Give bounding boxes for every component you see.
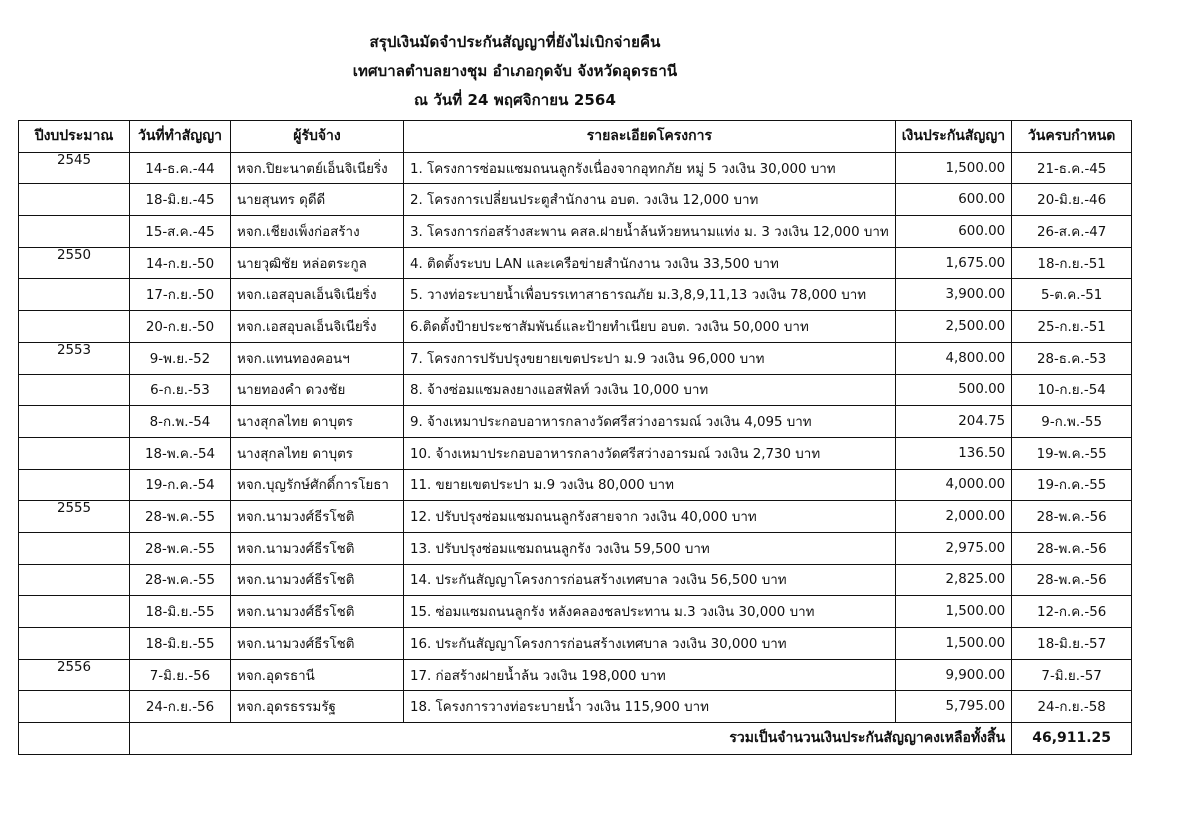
- year-cell: [19, 216, 130, 248]
- contractor-cell: นางสุกลไทย ดาบุตร: [231, 406, 404, 438]
- guarantee-amount-cell: 1,500.00: [895, 596, 1011, 628]
- project-detail-cell: 2. โครงการเปลี่ยนประตูสำนักงาน อบต. วงเงิน 12,000 บาท: [404, 184, 896, 216]
- contractor-cell: หจก.เอสอุบลเอ็นจิเนียริ่ง: [231, 279, 404, 311]
- due-date-cell: 28-พ.ค.-56: [1012, 532, 1132, 564]
- guarantee-amount-cell: 2,500.00: [895, 311, 1011, 343]
- contract-date-cell: 14-ธ.ค.-44: [130, 152, 231, 184]
- table-row: [19, 469, 1132, 501]
- contractor-cell: หจก.นามวงศ์ธีรโชติ: [231, 596, 404, 628]
- total-spacer-cell: [19, 723, 130, 755]
- contract-date-cell: 17-ก.ย.-50: [130, 279, 231, 311]
- project-detail-cell: 6.ติดตั้งป้ายประชาสัมพันธ์และป้ายทำเนียบ อบต. วงเงิน 50,000 บาท: [404, 311, 896, 343]
- guarantee-amount-cell: 1,500.00: [895, 628, 1011, 660]
- table-row: [19, 406, 1132, 438]
- column-header-project-detail: รายละเอียดโครงการ: [404, 121, 896, 153]
- table-row: [19, 374, 1132, 406]
- guarantee-amount-cell: 2,975.00: [895, 532, 1011, 564]
- table-row: [19, 184, 1132, 216]
- table-row: [19, 564, 1132, 596]
- project-detail-cell: 5. วางท่อระบายน้ำเพื่อบรรเทาสาธารณภัย ม.3,8,9,11,13 วงเงิน 78,000 บาท: [404, 279, 896, 311]
- total-label: รวมเป็นจำนวนเงินประกันสัญญาคงเหลือทั้งสิ้น: [130, 723, 1012, 755]
- title-line-1: สรุปเงินมัดจำประกันสัญญาที่ยังไม่เบิกจ่ายคืน: [369, 33, 661, 51]
- contract-date-cell: 14-ก.ย.-50: [130, 247, 231, 279]
- column-header-contract-date: วันที่ทำสัญญา: [130, 121, 231, 153]
- project-detail-cell: 12. ปรับปรุงซ่อมแซมถนนลูกรังสายจาก วงเงิน 40,000 บาท: [404, 501, 896, 533]
- table-row: [19, 659, 1132, 691]
- table-row: [19, 342, 1132, 374]
- contract-date-cell: 28-พ.ค.-55: [130, 564, 231, 596]
- contract-date-cell: 7-มิ.ย.-56: [130, 659, 231, 691]
- contractor-cell: หจก.ปิยะนาตย์เอ็นจิเนียริ่ง: [231, 152, 404, 184]
- contractor-cell: นายวุฒิชัย หล่อตระกูล: [231, 247, 404, 279]
- table-row: [19, 596, 1132, 628]
- due-date-cell: 26-ส.ค.-47: [1012, 216, 1132, 248]
- year-cell: 2545: [19, 152, 130, 184]
- table-header-row: [19, 121, 1132, 153]
- year-cell: 2550: [19, 247, 130, 279]
- title-line-3: ณ วันที่ 24 พฤศจิกายน 2564: [413, 91, 617, 109]
- total-row: [19, 723, 1132, 755]
- year-cell: [19, 311, 130, 343]
- guarantee-amount-cell: 600.00: [895, 184, 1011, 216]
- guarantee-amount-cell: 4,800.00: [895, 342, 1011, 374]
- year-cell: [19, 406, 130, 438]
- year-cell: [19, 437, 130, 469]
- guarantee-amount-cell: 600.00: [895, 216, 1011, 248]
- guarantee-amount-cell: 4,000.00: [895, 469, 1011, 501]
- table-row: [19, 216, 1132, 248]
- guarantee-amount-cell: 500.00: [895, 374, 1011, 406]
- contract-date-cell: 18-มิ.ย.-55: [130, 596, 231, 628]
- contractor-cell: หจก.เชียงเพ็งก่อสร้าง: [231, 216, 404, 248]
- project-detail-cell: 10. จ้างเหมาประกอบอาหารกลางวัดศรีสว่างอารมณ์ วงเงิน 2,730 บาท: [404, 437, 896, 469]
- total-value: 46,911.25: [1012, 723, 1132, 755]
- due-date-cell: 18-ก.ย.-51: [1012, 247, 1132, 279]
- contract-date-cell: 28-พ.ค.-55: [130, 532, 231, 564]
- year-cell: [19, 374, 130, 406]
- year-cell: 2553: [19, 342, 130, 374]
- due-date-cell: 9-ก.พ.-55: [1012, 406, 1132, 438]
- due-date-cell: 18-มิ.ย.-57: [1012, 628, 1132, 660]
- project-detail-cell: 11. ขยายเขตประปา ม.9 วงเงิน 80,000 บาท: [404, 469, 896, 501]
- project-detail-cell: 8. จ้างซ่อมแซมลงยางแอสฟัลท์ วงเงิน 10,000 บาท: [404, 374, 896, 406]
- document-header: [0, 28, 1030, 115]
- due-date-cell: 19-ก.ค.-55: [1012, 469, 1132, 501]
- contract-date-cell: 9-พ.ย.-52: [130, 342, 231, 374]
- contractor-cell: นายสุนทร ดุดีดี: [231, 184, 404, 216]
- guarantee-amount-cell: 5,795.00: [895, 691, 1011, 723]
- guarantee-table: [18, 120, 1132, 755]
- contract-date-cell: 6-ก.ย.-53: [130, 374, 231, 406]
- project-detail-cell: 9. จ้างเหมาประกอบอาหารกลางวัดศรีสว่างอารมณ์ วงเงิน 4,095 บาท: [404, 406, 896, 438]
- contract-date-cell: 18-พ.ค.-54: [130, 437, 231, 469]
- contractor-cell: นางสุกลไทย ดาบุตร: [231, 437, 404, 469]
- contractor-cell: นายทองคำ ดวงชัย: [231, 374, 404, 406]
- project-detail-cell: 17. ก่อสร้างฝายน้ำล้น วงเงิน 198,000 บาท: [404, 659, 896, 691]
- table-row: [19, 311, 1132, 343]
- due-date-cell: 5-ต.ค.-51: [1012, 279, 1132, 311]
- due-date-cell: 10-ก.ย.-54: [1012, 374, 1132, 406]
- contractor-cell: หจก.นามวงศ์ธีรโชติ: [231, 564, 404, 596]
- guarantee-amount-cell: 2,000.00: [895, 501, 1011, 533]
- guarantee-amount-cell: 136.50: [895, 437, 1011, 469]
- year-cell: 2555: [19, 501, 130, 533]
- contractor-cell: หจก.บุญรักษ์ศักดิ์การโยธา: [231, 469, 404, 501]
- due-date-cell: 24-ก.ย.-58: [1012, 691, 1132, 723]
- column-header-due-date: วันครบกำหนด: [1012, 121, 1132, 153]
- table-row: [19, 437, 1132, 469]
- due-date-cell: 28-พ.ค.-56: [1012, 564, 1132, 596]
- contractor-cell: หจก.นามวงศ์ธีรโชติ: [231, 532, 404, 564]
- year-cell: [19, 279, 130, 311]
- table-row: [19, 628, 1132, 660]
- project-detail-cell: 18. โครงการวางท่อระบายน้ำ วงเงิน 115,900 บาท: [404, 691, 896, 723]
- project-detail-cell: 1. โครงการซ่อมแซมถนนลูกรังเนื่องจากอุทกภัย หมู่ 5 วงเงิน 30,000 บาท: [404, 152, 896, 184]
- contractor-cell: หจก.เอสอุบลเอ็นจิเนียริ่ง: [231, 311, 404, 343]
- year-cell: [19, 564, 130, 596]
- guarantee-amount-cell: 204.75: [895, 406, 1011, 438]
- year-cell: [19, 469, 130, 501]
- year-cell: [19, 184, 130, 216]
- due-date-cell: 28-ธ.ค.-53: [1012, 342, 1132, 374]
- table-row: [19, 501, 1132, 533]
- contract-date-cell: 18-มิ.ย.-55: [130, 628, 231, 660]
- contract-date-cell: 28-พ.ค.-55: [130, 501, 231, 533]
- contractor-cell: หจก.แทนทองคอนฯ: [231, 342, 404, 374]
- guarantee-amount-cell: 1,675.00: [895, 247, 1011, 279]
- contract-date-cell: 8-ก.พ.-54: [130, 406, 231, 438]
- due-date-cell: 7-มิ.ย.-57: [1012, 659, 1132, 691]
- contractor-cell: หจก.นามวงศ์ธีรโชติ: [231, 628, 404, 660]
- table-row: [19, 152, 1132, 184]
- project-detail-cell: 14. ประกันสัญญาโครงการก่อนสร้างเทศบาล วงเงิน 56,500 บาท: [404, 564, 896, 596]
- due-date-cell: 12-ก.ค.-56: [1012, 596, 1132, 628]
- year-cell: [19, 532, 130, 564]
- year-cell: [19, 691, 130, 723]
- contractor-cell: หจก.อุดรธานี: [231, 659, 404, 691]
- due-date-cell: 20-มิ.ย.-46: [1012, 184, 1132, 216]
- guarantee-amount-cell: 3,900.00: [895, 279, 1011, 311]
- due-date-cell: 21-ธ.ค.-45: [1012, 152, 1132, 184]
- table-row: [19, 279, 1132, 311]
- due-date-cell: 28-พ.ค.-56: [1012, 501, 1132, 533]
- contract-date-cell: 24-ก.ย.-56: [130, 691, 231, 723]
- project-detail-cell: 7. โครงการปรับปรุงขยายเขตประปา ม.9 วงเงิน 96,000 บาท: [404, 342, 896, 374]
- project-detail-cell: 15. ซ่อมแซมถนนลูกรัง หลังคลองชลประทาน ม.3 วงเงิน 30,000 บาท: [404, 596, 896, 628]
- contract-date-cell: 15-ส.ค.-45: [130, 216, 231, 248]
- contract-date-cell: 18-มิ.ย.-45: [130, 184, 231, 216]
- guarantee-amount-cell: 9,900.00: [895, 659, 1011, 691]
- year-cell: 2556: [19, 659, 130, 691]
- project-detail-cell: 4. ติดตั้งระบบ LAN และเครือข่ายสำนักงาน วงเงิน 33,500 บาท: [404, 247, 896, 279]
- column-header-year: ปีงบประมาณ: [19, 121, 130, 153]
- year-cell: [19, 628, 130, 660]
- guarantee-amount-cell: 1,500.00: [895, 152, 1011, 184]
- title-line-2: เทศบาลตำบลยางชุม อำเภอกุดจับ จังหวัดอุดรธานี: [352, 62, 678, 80]
- project-detail-cell: 13. ปรับปรุงซ่อมแซมถนนลูกรัง วงเงิน 59,500 บาท: [404, 532, 896, 564]
- project-detail-cell: 16. ประกันสัญญาโครงการก่อนสร้างเทศบาล วงเงิน 30,000 บาท: [404, 628, 896, 660]
- table-row: [19, 532, 1132, 564]
- due-date-cell: 25-ก.ย.-51: [1012, 311, 1132, 343]
- contract-date-cell: 19-ก.ค.-54: [130, 469, 231, 501]
- due-date-cell: 19-พ.ค.-55: [1012, 437, 1132, 469]
- guarantee-amount-cell: 2,825.00: [895, 564, 1011, 596]
- contractor-cell: หจก.นามวงศ์ธีรโชติ: [231, 501, 404, 533]
- table-row: [19, 691, 1132, 723]
- contract-date-cell: 20-ก.ย.-50: [130, 311, 231, 343]
- column-header-guarantee-amount: เงินประกันสัญญา: [895, 121, 1011, 153]
- contractor-cell: หจก.อุดรธรรมรัฐ: [231, 691, 404, 723]
- project-detail-cell: 3. โครงการก่อสร้างสะพาน คสล.ฝายน้ำล้นห้วยหนามแท่ง ม. 3 วงเงิน 12,000 บาท: [404, 216, 896, 248]
- year-cell: [19, 596, 130, 628]
- column-header-contractor: ผู้รับจ้าง: [231, 121, 404, 153]
- table-row: [19, 247, 1132, 279]
